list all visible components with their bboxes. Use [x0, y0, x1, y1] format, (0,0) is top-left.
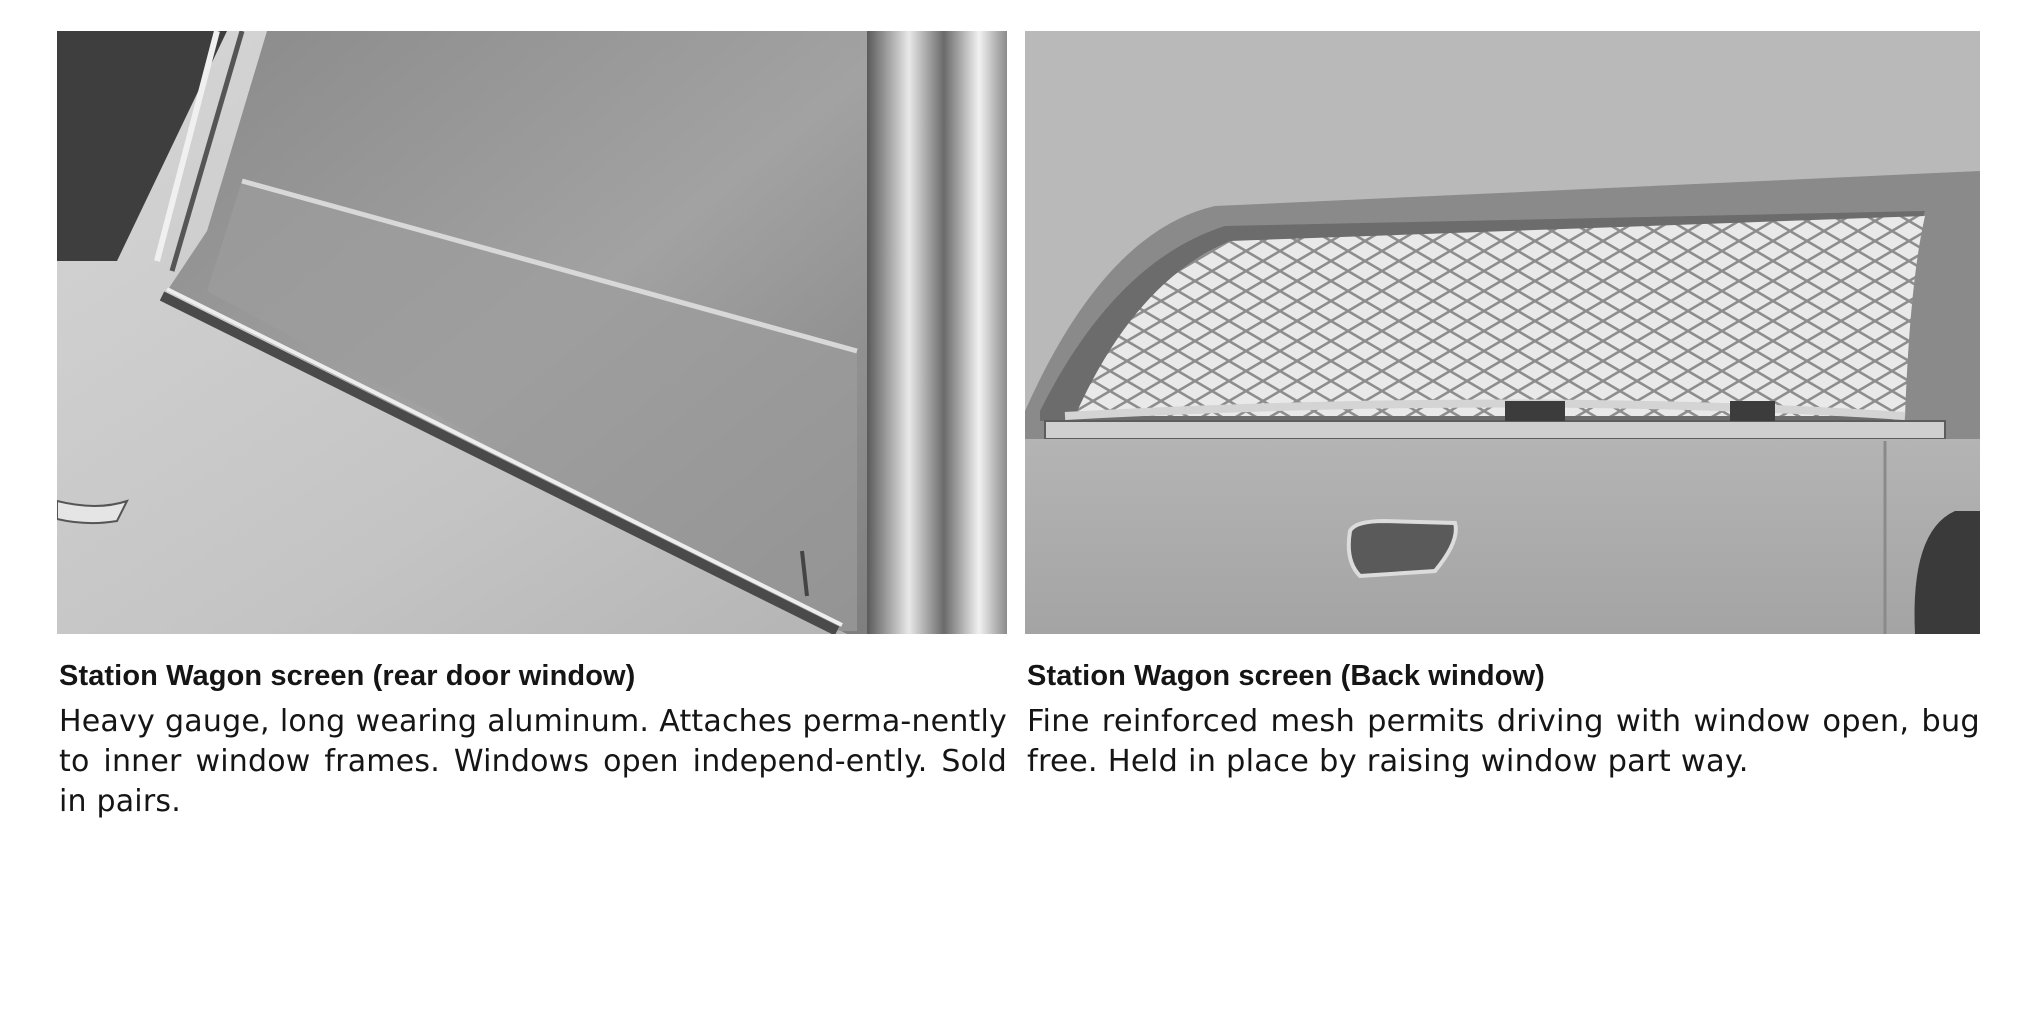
back-window-photo [1025, 31, 1980, 634]
back-window-screen-title: Station Wagon screen (Back window) [1027, 660, 1545, 692]
rear-door-screen-title: Station Wagon screen (rear door window) [59, 660, 636, 692]
panel-back-window [1025, 31, 1980, 782]
back-window-screen-description: Fine reinforced mesh permits driving with window open, bug free. Held in place by raising window part way. [1027, 704, 1980, 779]
rear-door-window-illustration [57, 31, 1007, 634]
rear-door-window-photo [57, 31, 1007, 634]
rear-door-screen-description: Heavy gauge, long wearing aluminum. Attaches perma-nently to inner window frames. Windows open independ-ently. Sold in pairs. [59, 704, 1007, 819]
panel-rear-door-window [57, 31, 1007, 822]
back-window-illustration [1025, 31, 1980, 634]
